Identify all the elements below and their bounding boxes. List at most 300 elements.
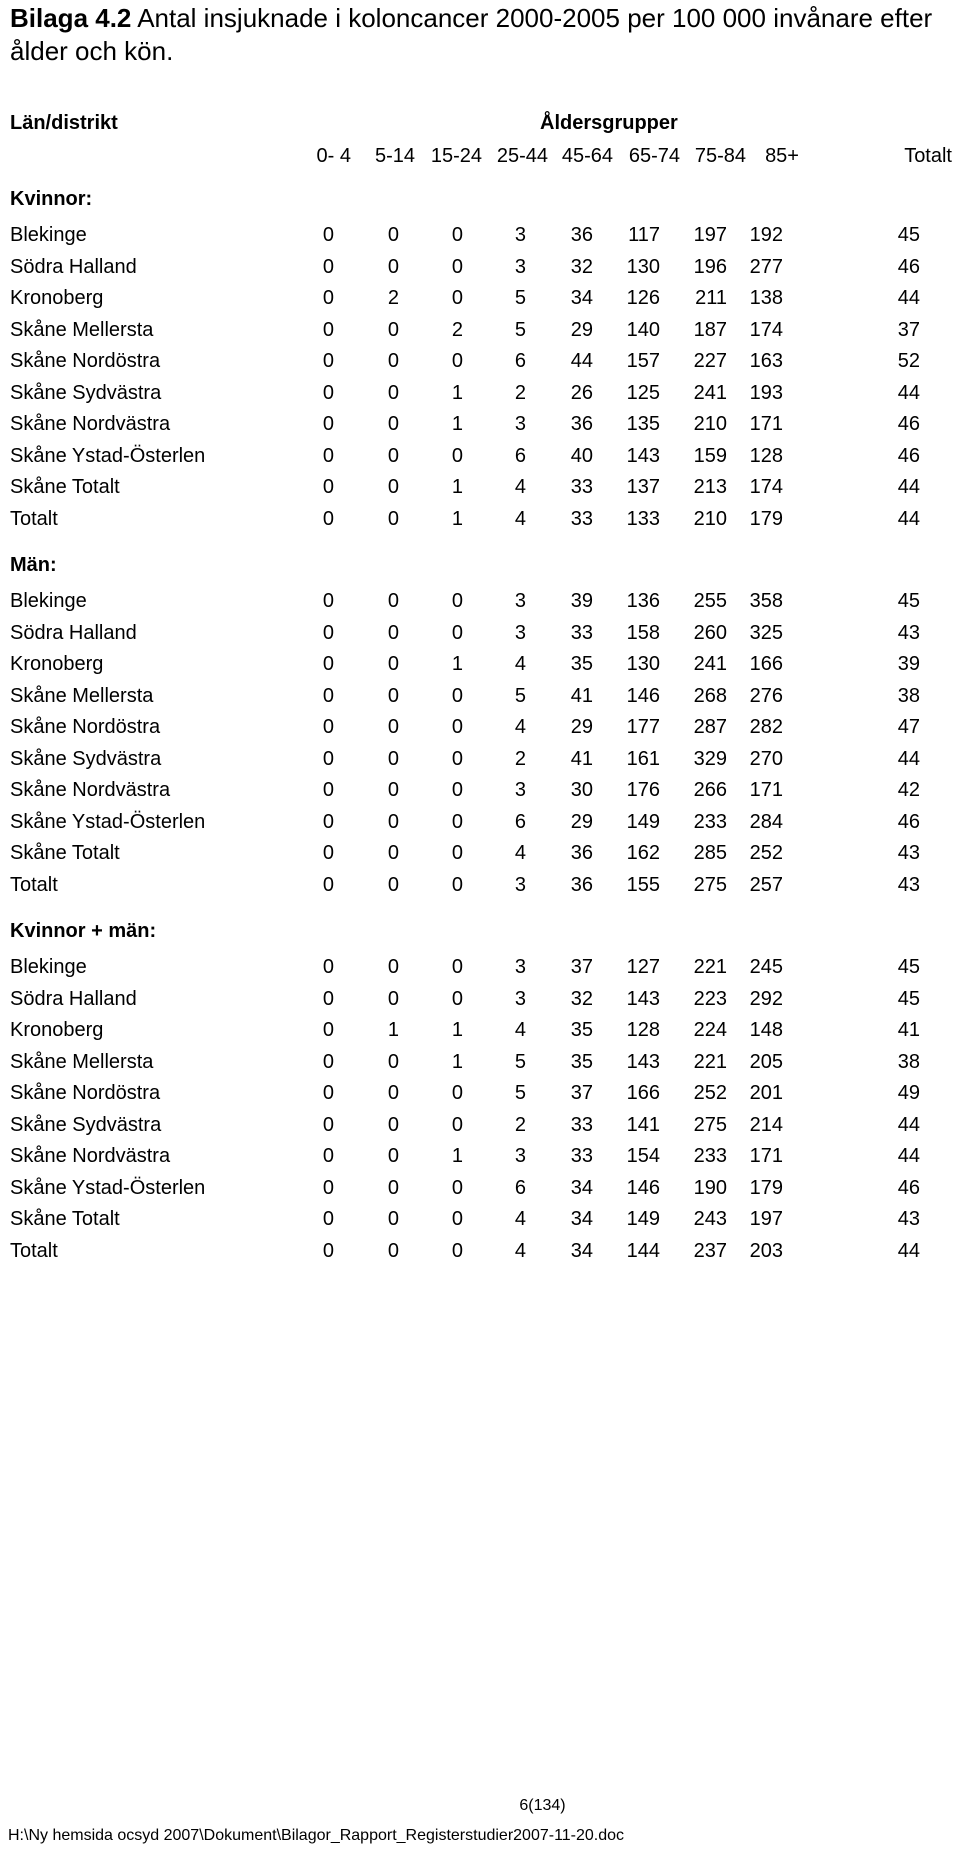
table-cell: 0	[387, 413, 399, 435]
table-cell: 270	[749, 747, 783, 770]
table-cell: 3	[514, 621, 526, 644]
table-cell: 0	[387, 747, 399, 770]
table-cell: 0	[451, 779, 463, 801]
table-cell: 192	[749, 224, 783, 246]
table-cell: 1	[451, 1145, 463, 1167]
table-row	[0, 874, 960, 905]
row-label: Skåne Mellersta	[10, 318, 154, 341]
table-cell: 43	[897, 842, 920, 864]
column-headers	[0, 145, 960, 173]
table-cell: 0	[387, 1239, 399, 1262]
table-cell: 44	[570, 350, 593, 372]
table-cell: 179	[749, 507, 783, 530]
table-cell: 3	[514, 873, 526, 896]
table-cell: 210	[693, 413, 727, 435]
table-cell: 140	[626, 318, 660, 341]
table-row	[0, 224, 960, 255]
table-cell: 43	[897, 1208, 920, 1230]
column-header: 0- 4	[316, 145, 351, 167]
table-cell: 211	[695, 287, 727, 309]
row-label: Skåne Ystad-Österlen	[10, 1176, 206, 1199]
table-cell: 0	[322, 318, 334, 341]
table-cell: 358	[749, 590, 783, 612]
row-label: Totalt	[10, 1239, 58, 1262]
table-cell: 0	[387, 224, 399, 246]
table-cell: 0	[387, 716, 399, 738]
table-cell: 0	[387, 1050, 399, 1073]
column-header: Totalt	[904, 145, 952, 167]
table-cell: 0	[451, 287, 463, 309]
row-label: Blekinge	[10, 224, 87, 246]
table-cell: 35	[570, 653, 593, 675]
table-cell: 42	[897, 779, 920, 801]
row-label: Blekinge	[10, 590, 87, 612]
table-cell: 4	[514, 1239, 526, 1262]
table-cell: 148	[749, 1019, 783, 1041]
table-cell: 233	[693, 1145, 727, 1167]
table-cell: 0	[322, 987, 334, 1010]
table-cell: 44	[897, 1113, 920, 1136]
table-cell: 130	[626, 653, 660, 675]
table-cell: 0	[451, 1082, 463, 1104]
table-cell: 146	[626, 684, 660, 707]
table-cell: 0	[387, 318, 399, 341]
table-cell: 149	[626, 1208, 660, 1230]
table-cell: 0	[322, 653, 334, 675]
row-label: Totalt	[10, 873, 58, 896]
table-cell: 0	[451, 956, 463, 978]
table-cell: 3	[514, 413, 526, 435]
table-cell: 44	[897, 476, 920, 498]
table-cell: 0	[387, 590, 399, 612]
column-header: 85+	[765, 145, 799, 167]
table-cell: 276	[749, 684, 783, 707]
row-label: Blekinge	[10, 956, 87, 978]
row-label: Skåne Totalt	[10, 476, 120, 498]
table-cell: 0	[387, 653, 399, 675]
column-header: 65-74	[628, 145, 680, 167]
table-cell: 46	[897, 413, 920, 435]
table-row	[0, 988, 960, 1019]
table-row	[0, 350, 960, 381]
table-cell: 5	[514, 318, 526, 341]
table-cell: 266	[693, 779, 727, 801]
column-header: 15-24	[430, 145, 482, 167]
row-label: Skåne Sydvästra	[10, 1113, 162, 1136]
table-row	[0, 1114, 960, 1145]
table-cell: 0	[451, 255, 463, 278]
table-cell: 143	[626, 444, 660, 467]
table-row	[0, 1177, 960, 1208]
table-cell: 0	[322, 444, 334, 467]
table-cell: 0	[451, 1176, 463, 1199]
table-cell: 0	[322, 224, 334, 246]
table-cell: 177	[626, 716, 660, 738]
table-row	[0, 476, 960, 507]
section-title: Kvinnor + män:	[10, 920, 157, 942]
table-cell: 158	[626, 621, 660, 644]
table-cell: 143	[626, 1050, 660, 1073]
table-cell: 4	[514, 716, 526, 738]
table-cell: 5	[514, 684, 526, 707]
table-cell: 227	[693, 350, 727, 372]
table-cell: 0	[387, 684, 399, 707]
table-cell: 34	[570, 1176, 593, 1199]
table-cell: 44	[897, 381, 920, 404]
title-appendix-label: Bilaga 4.2	[10, 3, 132, 33]
table-cell: 43	[897, 621, 920, 644]
table-cell: 35	[570, 1019, 593, 1041]
table-cell: 197	[749, 1208, 783, 1230]
row-label: Skåne Nordöstra	[10, 1082, 161, 1104]
table-cell: 149	[626, 810, 660, 833]
table-cell: 4	[514, 842, 526, 864]
table-cell: 47	[897, 716, 920, 738]
table-cell: 41	[570, 747, 593, 770]
table-cell: 0	[322, 507, 334, 530]
table-cell: 237	[693, 1239, 727, 1262]
table-cell: 44	[897, 1239, 920, 1262]
table-cell: 0	[451, 747, 463, 770]
table-cell: 0	[387, 507, 399, 530]
table-cell: 0	[387, 1208, 399, 1230]
table-cell: 282	[749, 716, 783, 738]
table-cell: 201	[749, 1082, 783, 1104]
table-row	[0, 508, 960, 539]
table-cell: 0	[387, 476, 399, 498]
table-cell: 0	[322, 1050, 334, 1073]
table-cell: 43	[897, 873, 920, 896]
document-title	[10, 2, 950, 68]
row-label: Skåne Nordöstra	[10, 350, 161, 372]
table-cell: 146	[626, 1176, 660, 1199]
table-cell: 126	[626, 287, 660, 309]
table-cell: 221	[693, 1050, 727, 1073]
table-cell: 144	[626, 1239, 660, 1262]
table-cell: 161	[626, 747, 660, 770]
table-cell: 52	[897, 350, 920, 372]
table-cell: 0	[387, 1082, 399, 1104]
table-cell: 4	[514, 653, 526, 675]
table-cell: 0	[451, 842, 463, 864]
table-cell: 0	[451, 621, 463, 644]
table-row	[0, 811, 960, 842]
table-cell: 0	[322, 413, 334, 435]
table-cell: 0	[451, 716, 463, 738]
table-cell: 46	[897, 255, 920, 278]
table-cell: 136	[626, 590, 660, 612]
table-cell: 35	[570, 1050, 593, 1073]
table-row	[0, 1051, 960, 1082]
table-cell: 39	[897, 653, 920, 675]
table-cell: 159	[693, 444, 727, 467]
table-cell: 41	[897, 1019, 920, 1041]
table-cell: 34	[570, 1239, 593, 1262]
title-text: Antal insjuknade i koloncancer 2000-2005 per 100 000 invånare efter ålder och kön.	[10, 3, 933, 66]
table-cell: 44	[897, 1145, 920, 1167]
table-cell: 5	[514, 1050, 526, 1073]
table-cell: 32	[570, 255, 593, 278]
table-row	[0, 685, 960, 716]
table-cell: 34	[570, 1208, 593, 1230]
table-cell: 44	[897, 747, 920, 770]
section-title: Kvinnor:	[10, 188, 93, 210]
table-cell: 0	[451, 444, 463, 467]
column-header: 75-84	[694, 145, 746, 167]
table-cell: 44	[897, 507, 920, 530]
table-cell: 292	[749, 987, 783, 1010]
table-cell: 193	[749, 381, 783, 404]
table-cell: 1	[451, 381, 463, 404]
table-cell: 29	[570, 716, 593, 738]
table-row	[0, 1240, 960, 1271]
row-label: Skåne Nordöstra	[10, 716, 161, 738]
table-cell: 260	[693, 621, 727, 644]
table-cell: 0	[322, 590, 334, 612]
table-row	[0, 319, 960, 350]
row-label: Skåne Sydvästra	[10, 747, 162, 770]
table-cell: 1	[451, 476, 463, 498]
table-cell: 163	[749, 350, 783, 372]
table-cell: 0	[387, 621, 399, 644]
table-cell: 171	[749, 413, 783, 435]
table-row	[0, 256, 960, 287]
section-title: Män:	[10, 554, 57, 576]
table-cell: 0	[322, 1082, 334, 1104]
table-cell: 0	[322, 1019, 334, 1041]
table-cell: 0	[387, 381, 399, 404]
table-cell: 0	[322, 956, 334, 978]
table-cell: 0	[322, 873, 334, 896]
table-cell: 34	[570, 287, 593, 309]
table-cell: 45	[897, 590, 920, 612]
table-cell: 0	[387, 810, 399, 833]
row-label: Totalt	[10, 507, 58, 530]
table-row	[0, 653, 960, 684]
table-cell: 205	[749, 1050, 783, 1073]
column-header: 45-64	[561, 145, 613, 167]
table-cell: 4	[514, 507, 526, 530]
row-label: Skåne Nordvästra	[10, 413, 171, 435]
table-cell: 197	[693, 224, 727, 246]
table-cell: 29	[570, 318, 593, 341]
table-cell: 0	[451, 873, 463, 896]
table-cell: 37	[897, 318, 920, 341]
table-cell: 1	[451, 1050, 463, 1073]
table-cell: 37	[570, 1082, 593, 1104]
row-label: Skåne Totalt	[10, 842, 120, 864]
row-label: Södra Halland	[10, 987, 137, 1010]
table-cell: 0	[451, 350, 463, 372]
table-cell: 45	[897, 224, 920, 246]
table-cell: 3	[514, 255, 526, 278]
table-cell: 2	[451, 318, 463, 341]
region-column-header: Län/distrikt	[10, 112, 118, 134]
table-cell: 143	[626, 987, 660, 1010]
table-cell: 0	[387, 255, 399, 278]
row-label: Kronoberg	[10, 1019, 104, 1041]
table-cell: 0	[322, 747, 334, 770]
table-cell: 0	[322, 716, 334, 738]
table-cell: 1	[451, 413, 463, 435]
table-cell: 3	[514, 590, 526, 612]
table-cell: 0	[451, 684, 463, 707]
row-label: Skåne Totalt	[10, 1208, 120, 1230]
table-cell: 137	[626, 476, 660, 498]
table-cell: 325	[749, 621, 783, 644]
table-row	[0, 382, 960, 413]
table-cell: 33	[570, 507, 593, 530]
table-row	[0, 287, 960, 318]
table-cell: 135	[626, 413, 660, 435]
table-cell: 223	[693, 987, 727, 1010]
row-label: Skåne Ystad-Österlen	[10, 444, 206, 467]
table-cell: 36	[570, 224, 593, 246]
table-cell: 0	[322, 684, 334, 707]
row-label: Södra Halland	[10, 621, 137, 644]
table-cell: 329	[693, 747, 727, 770]
table-cell: 275	[693, 873, 727, 896]
page-number: 6(134)	[519, 1797, 566, 1814]
table-cell: 0	[387, 873, 399, 896]
table-cell: 0	[387, 779, 399, 801]
table-cell: 45	[897, 987, 920, 1010]
table-cell: 0	[322, 381, 334, 404]
table-cell: 241	[693, 381, 727, 404]
table-cell: 0	[451, 1208, 463, 1230]
table-cell: 210	[693, 507, 727, 530]
table-cell: 117	[628, 224, 660, 246]
table-cell: 0	[387, 987, 399, 1010]
table-cell: 6	[514, 810, 526, 833]
table-cell: 179	[749, 1176, 783, 1199]
table-row	[0, 748, 960, 779]
table-cell: 0	[451, 1239, 463, 1262]
row-label: Skåne Ystad-Österlen	[10, 810, 206, 833]
age-groups-header: Åldersgrupper	[540, 112, 678, 134]
table-cell: 40	[570, 444, 593, 467]
table-cell: 285	[693, 842, 727, 864]
table-cell: 1	[451, 1019, 463, 1041]
table-cell: 154	[626, 1145, 660, 1167]
table-cell: 0	[322, 255, 334, 278]
table-cell: 0	[387, 842, 399, 864]
table-cell: 214	[749, 1113, 783, 1136]
table-cell: 6	[514, 444, 526, 467]
table-cell: 0	[322, 350, 334, 372]
table-cell: 46	[897, 810, 920, 833]
table-cell: 0	[451, 1113, 463, 1136]
table-cell: 1	[387, 1019, 399, 1041]
table-cell: 0	[451, 224, 463, 246]
row-label: Skåne Sydvästra	[10, 381, 162, 404]
row-label: Kronoberg	[10, 653, 104, 675]
table-cell: 0	[322, 1176, 334, 1199]
table-cell: 0	[322, 810, 334, 833]
row-label: Skåne Nordvästra	[10, 1145, 171, 1167]
table-cell: 155	[626, 873, 660, 896]
table-cell: 26	[570, 381, 593, 404]
table-cell: 0	[322, 1113, 334, 1136]
table-cell: 33	[570, 476, 593, 498]
table-cell: 0	[387, 1176, 399, 1199]
table-row	[0, 1019, 960, 1050]
table-cell: 162	[626, 842, 660, 864]
table-cell: 243	[693, 1208, 727, 1230]
table-cell: 0	[387, 1145, 399, 1167]
table-row	[0, 413, 960, 444]
table-cell: 0	[322, 779, 334, 801]
table-cell: 29	[570, 810, 593, 833]
table-cell: 221	[693, 956, 727, 978]
table-cell: 277	[749, 255, 783, 278]
table-cell: 252	[693, 1082, 727, 1104]
table-cell: 133	[626, 507, 660, 530]
table-row	[0, 1082, 960, 1113]
table-cell: 33	[570, 621, 593, 644]
table-cell: 1	[451, 653, 463, 675]
table-cell: 5	[514, 1082, 526, 1104]
table-cell: 32	[570, 987, 593, 1010]
table-cell: 33	[570, 1113, 593, 1136]
table-cell: 284	[749, 810, 783, 833]
table-row	[0, 956, 960, 987]
table-cell: 39	[570, 590, 593, 612]
table-cell: 287	[693, 716, 727, 738]
table-cell: 0	[322, 621, 334, 644]
table-cell: 5	[514, 287, 526, 309]
file-path: H:\Ny hemsida ocsyd 2007\Dokument\Bilagor_Rapport_Registerstudier2007-11-20.doc	[8, 1827, 625, 1844]
table-cell: 0	[387, 956, 399, 978]
table-cell: 38	[897, 684, 920, 707]
table-row	[0, 1145, 960, 1176]
row-label: Skåne Mellersta	[10, 684, 154, 707]
table-cell: 171	[749, 1145, 783, 1167]
table-cell: 275	[693, 1113, 727, 1136]
table-cell: 174	[749, 476, 783, 498]
row-label: Södra Halland	[10, 255, 137, 278]
table-cell: 0	[451, 590, 463, 612]
table-cell: 41	[570, 684, 593, 707]
table-cell: 174	[749, 318, 783, 341]
table-cell: 4	[514, 476, 526, 498]
table-cell: 233	[693, 810, 727, 833]
table-cell: 176	[626, 779, 660, 801]
table-cell: 1	[451, 507, 463, 530]
table-cell: 4	[514, 1208, 526, 1230]
table-row	[0, 590, 960, 621]
table-cell: 241	[693, 653, 727, 675]
table-row	[0, 445, 960, 476]
table-cell: 0	[322, 476, 334, 498]
table-cell: 141	[626, 1113, 660, 1136]
table-cell: 196	[693, 255, 727, 278]
table-cell: 46	[897, 1176, 920, 1199]
table-cell: 130	[626, 255, 660, 278]
table-cell: 49	[897, 1082, 920, 1104]
table-row	[0, 1208, 960, 1239]
table-cell: 2	[387, 287, 399, 309]
table-cell: 128	[749, 444, 783, 467]
table-cell: 3	[514, 1145, 526, 1167]
table-cell: 44	[897, 287, 920, 309]
table-cell: 36	[570, 842, 593, 864]
table-cell: 38	[897, 1050, 920, 1073]
table-cell: 4	[514, 1019, 526, 1041]
table-cell: 138	[749, 287, 783, 309]
table-row	[0, 779, 960, 810]
table-cell: 171	[749, 779, 783, 801]
